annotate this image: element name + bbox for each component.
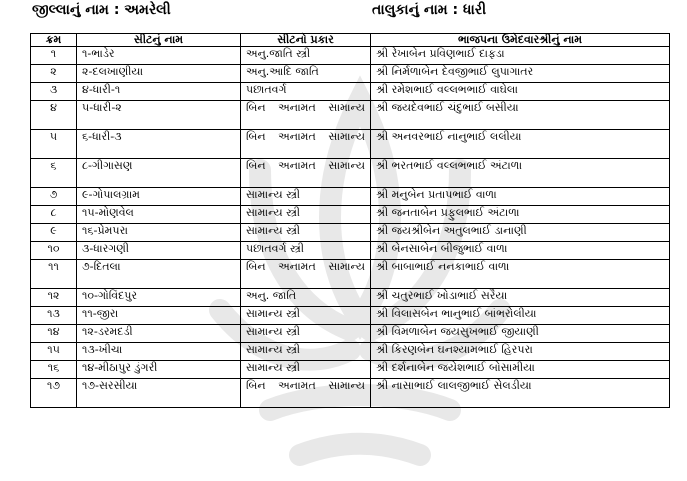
type-cell: સામાન્ય સ્ત્રી <box>241 206 371 224</box>
table-row <box>31 260 670 289</box>
candidate-cell: શ્રી અનવરભાઈ નાનુભાઈ લલીયા <box>371 130 670 159</box>
col-header-seat: સીટનું નામ <box>77 34 241 47</box>
type-cell: બિન અનામત સામાન્ય <box>241 260 371 289</box>
seat-cell: ૧૭-સરસીયા <box>77 379 241 408</box>
serial-cell: ૧૦ <box>31 242 77 260</box>
seat-cell: ૧-ભાડેર <box>77 47 241 65</box>
type-cell: સામાન્ય સ્ત્રી <box>241 188 371 206</box>
serial-cell: ૧૪ <box>31 325 77 343</box>
type-cell: પછાતવર્ગ <box>241 83 371 101</box>
type-cell: અનુ.જાતિ સ્ત્રી <box>241 47 371 65</box>
serial-cell: ૨ <box>31 65 77 83</box>
type-cell: સામાન્ય સ્ત્રી <box>241 343 371 361</box>
table-row <box>31 325 670 343</box>
table-row <box>31 343 670 361</box>
serial-cell: ૪ <box>31 101 77 130</box>
seat-cell: ૭-દિતલા <box>77 260 241 289</box>
district-name: જીલ્લાનું નામ : અમરેલી <box>32 2 171 18</box>
seat-cell: ૯-ગોપાલગ્રામ <box>77 188 241 206</box>
table-row <box>31 65 670 83</box>
table-row <box>31 130 670 159</box>
table-row <box>31 224 670 242</box>
serial-cell: ૧૭ <box>31 379 77 408</box>
type-cell: સામાન્ય સ્ત્રી <box>241 224 371 242</box>
table-row <box>31 379 670 408</box>
seat-cell: ૨-દલખાણીયા <box>77 65 241 83</box>
candidate-cell: શ્રી નિર્મળાબેન દેવજીભાઈ લુપાગાતર <box>371 65 670 83</box>
serial-cell: ૫ <box>31 130 77 159</box>
serial-cell: ૩ <box>31 83 77 101</box>
candidate-cell: શ્રી મનુબેન પ્રતાપભાઈ વાળા <box>371 188 670 206</box>
candidate-cell: શ્રી બાબાભાઈ નનકાભાઈ વાળા <box>371 260 670 289</box>
table-row <box>31 242 670 260</box>
type-cell: સામાન્ય સ્ત્રી <box>241 307 371 325</box>
serial-cell: ૧૫ <box>31 343 77 361</box>
candidate-cell: શ્રી જયદેવભાઈ ચંદુભાઈ બસીયા <box>371 101 670 130</box>
table-row <box>31 83 670 101</box>
seat-cell: ૬-ધારી-૩ <box>77 130 241 159</box>
serial-cell: ૧૨ <box>31 289 77 307</box>
serial-cell: ૧૧ <box>31 260 77 289</box>
candidate-cell: શ્રી ભરતભાઈ વલ્લભભાઈ અંટાળા <box>371 159 670 188</box>
table-header-row <box>31 34 670 47</box>
col-header-candidate: ભાજપના ઉમેદવારશ્રીનું નામ <box>371 34 670 47</box>
table-row <box>31 101 670 130</box>
serial-cell: ૯ <box>31 224 77 242</box>
type-cell: સામાન્ય સ્ત્રી <box>241 361 371 379</box>
table-row <box>31 361 670 379</box>
candidate-cell: શ્રી કિરણબેન ઘનશ્યામભાઈ હિરપરા <box>371 343 670 361</box>
col-header-type: સીટનો પ્રકાર <box>241 34 371 47</box>
serial-cell: ૬ <box>31 159 77 188</box>
seat-cell: ૧૫-મોણવેલ <box>77 206 241 224</box>
table-row <box>31 47 670 65</box>
candidate-cell: શ્રી દર્શનાબેન જયેશભાઈ બોસામીયા <box>371 361 670 379</box>
serial-cell: ૮ <box>31 206 77 224</box>
serial-cell: ૧૬ <box>31 361 77 379</box>
table-row <box>31 307 670 325</box>
seat-cell: ૮-ગીગાસણ <box>77 159 241 188</box>
seat-cell: ૪-ધારી-૧ <box>77 83 241 101</box>
taluka-name: તાલુકાનું નામ : ધારી <box>372 2 487 18</box>
candidate-cell: શ્રી રમેશભાઈ વલ્લભભાઈ વાઘેલા <box>371 83 670 101</box>
candidate-cell: શ્રી જનતાબેન પ્રફુલભાઈ અંટાળા <box>371 206 670 224</box>
candidate-cell: શ્રી ચતુરભાઈ ખોડાભાઈ સરૈયા <box>371 289 670 307</box>
table-row <box>31 188 670 206</box>
type-cell: બિન અનામત સામાન્ય <box>241 101 371 130</box>
candidate-cell: શ્રી રેખાબેન પ્રવિણભાઈ દાફડા <box>371 47 670 65</box>
seat-cell: ૩-ધારગણી <box>77 242 241 260</box>
candidate-cell: શ્રી વિલાસબેન ભાનુભાઈ બાંભરોલીયા <box>371 307 670 325</box>
seat-cell: ૧૨-ડરમદડી <box>77 325 241 343</box>
table-row <box>31 206 670 224</box>
seat-cell: ૫-ધારી-૨ <box>77 101 241 130</box>
seat-cell: ૧૬-પ્રેમપરા <box>77 224 241 242</box>
candidates-table <box>30 33 670 408</box>
serial-cell: ૧ <box>31 47 77 65</box>
serial-cell: ૭ <box>31 188 77 206</box>
candidate-cell: શ્રી વિમળાબેન જયસુખભાઈ જીયાણી <box>371 325 670 343</box>
candidate-cell: શ્રી જયશ્રીબેન અતુલભાઈ ડાનાણી <box>371 224 670 242</box>
candidate-cell: શ્રી બેનસાબેન બીજુભાઈ વાળા <box>371 242 670 260</box>
type-cell: સામાન્ય સ્ત્રી <box>241 325 371 343</box>
type-cell: અનુ.આદિ જાતિ <box>241 65 371 83</box>
type-cell: બિન અનામત સામાન્ય <box>241 130 371 159</box>
type-cell: બિન અનામત સામાન્ય <box>241 379 371 408</box>
table-row <box>31 159 670 188</box>
type-cell: અનુ. જાતિ <box>241 289 371 307</box>
seat-cell: ૧૩-ખીચા <box>77 343 241 361</box>
candidate-cell: શ્રી નાસાભાઈ લાલજીભાઈ સેલડીયા <box>371 379 670 408</box>
type-cell: બિન અનામત સામાન્ય <box>241 159 371 188</box>
table-row <box>31 289 670 307</box>
seat-cell: ૧૦-ગોવિંદપુર <box>77 289 241 307</box>
seat-cell: ૧૪-મીઠાપુર ડુંગરી <box>77 361 241 379</box>
serial-cell: ૧૩ <box>31 307 77 325</box>
type-cell: પછાતવર્ગ સ્ત્રી <box>241 242 371 260</box>
col-header-serial: ક્રમ <box>31 34 77 47</box>
seat-cell: ૧૧-જીરા <box>77 307 241 325</box>
